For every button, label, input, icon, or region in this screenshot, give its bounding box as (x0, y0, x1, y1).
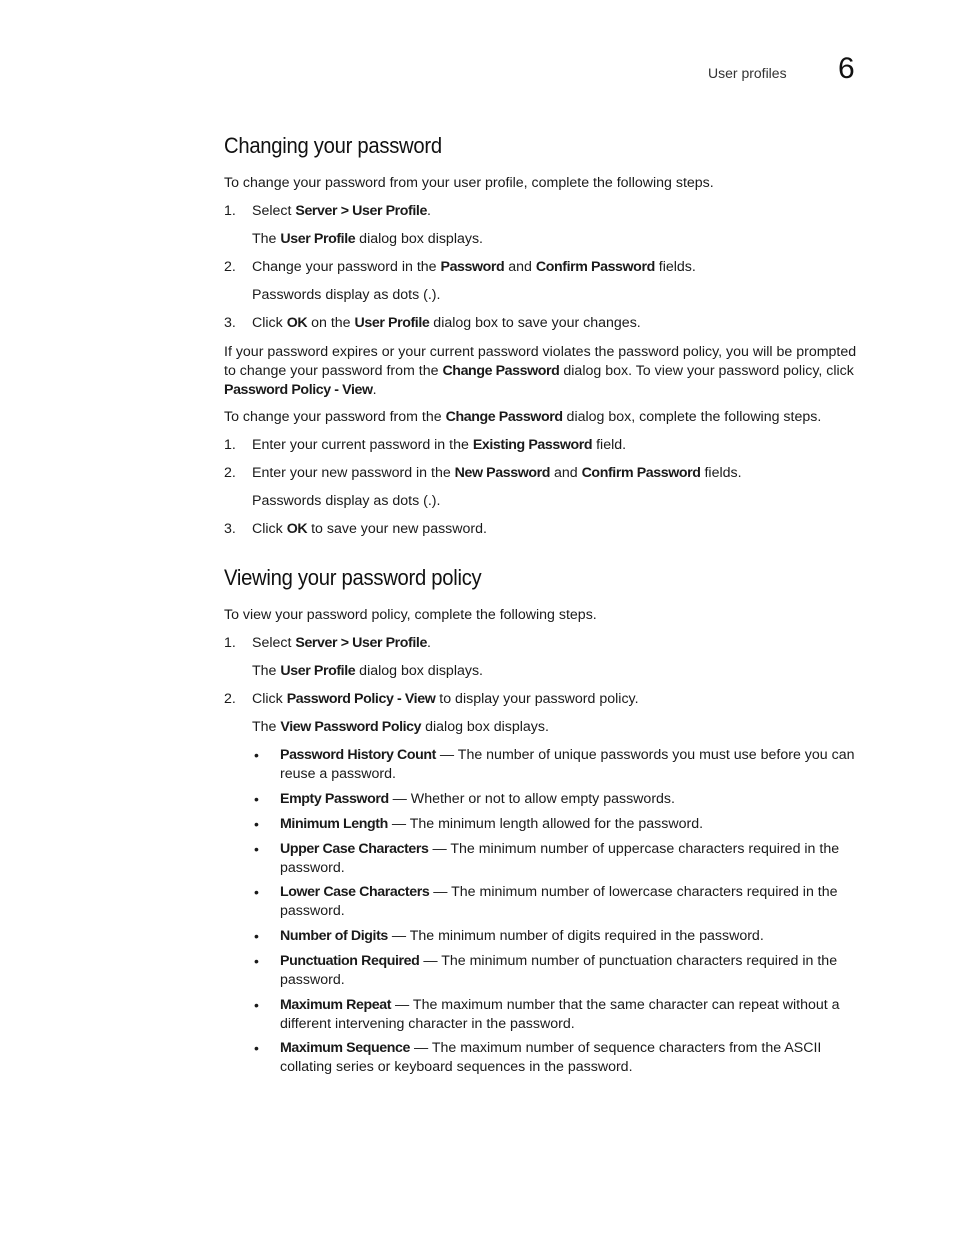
ui-term: View Password Policy (280, 719, 422, 735)
step-text: Select Server > User Profile. (252, 203, 431, 219)
ui-term: Password (440, 259, 505, 275)
step-note: The User Profile dialog box displays. (252, 231, 483, 247)
step-number: 2. (224, 465, 236, 481)
bullet-icon: • (254, 747, 259, 763)
change-dialog-intro: To change your password from the Change Password dialog box, complete the following steps. (224, 409, 822, 425)
bullet-icon: • (254, 953, 259, 969)
ui-term: OK (286, 521, 308, 537)
step-text: Select Server > User Profile. (252, 635, 431, 651)
chapter-number: 6 (838, 52, 855, 85)
password-expiry-paragraph: If your password expires or your current password violates the password policy, you will be prompted to change your password from the Change Password dialog box. To view your password policy, click Password Policy - View. (224, 344, 857, 398)
running-header-title: User profiles (708, 65, 787, 81)
step-number: 1. (224, 437, 236, 453)
list-item-term: Punctuation Required (280, 953, 420, 969)
ui-term: User Profile (280, 663, 356, 679)
ui-term: Password Policy - View (286, 691, 436, 707)
list-item: Password History Count — The number of unique passwords you must use before you can reuse a password. (280, 747, 855, 782)
step-text: Click Password Policy - View to display your password policy. (252, 691, 639, 707)
step-number: 3. (224, 521, 236, 537)
step-number: 1. (224, 635, 236, 651)
section-heading-changing-password: Changing your password (224, 133, 442, 158)
step-note: Passwords display as dots (.). (252, 287, 441, 303)
section-heading-viewing-policy: Viewing your password policy (224, 565, 482, 590)
list-item: Number of Digits — The minimum number of digits required in the password. (280, 928, 764, 944)
ui-term: New Password (454, 465, 551, 481)
intro-paragraph: To change your password from your user profile, complete the following steps. (224, 175, 714, 191)
ui-term: Password Policy - View (224, 382, 373, 398)
list-item-term: Maximum Repeat (280, 997, 392, 1013)
bullet-icon: • (254, 816, 259, 832)
list-item: Minimum Length — The minimum length allowed for the password. (280, 816, 704, 832)
list-item-term: Minimum Length (280, 816, 388, 832)
bullet-icon: • (254, 884, 259, 900)
step-number: 2. (224, 691, 236, 707)
ui-term: User Profile (354, 315, 430, 331)
step-text: Click OK on the User Profile dialog box to save your changes. (252, 315, 641, 331)
list-item-term: Empty Password (280, 791, 389, 807)
step-note: Passwords display as dots (.). (252, 493, 441, 509)
list-item: Lower Case Characters — The minimum number of lowercase characters required in the password. (280, 884, 838, 919)
step-number: 1. (224, 203, 236, 219)
running-header (0, 0, 954, 100)
ui-term: Confirm Password (581, 465, 701, 481)
step-note: The User Profile dialog box displays. (252, 663, 483, 679)
step-number: 2. (224, 259, 236, 275)
list-item: Maximum Sequence — The maximum number of sequence characters from the ASCII collating series or keyboard sequences in the password. (280, 1040, 822, 1075)
ui-term: Server > User Profile (295, 203, 427, 219)
list-item-term: Password History Count (280, 747, 436, 763)
step-text: Enter your current password in the Existing Password field. (252, 437, 627, 453)
step-text: Change your password in the Password and Confirm Password fields. (252, 259, 696, 275)
list-item: Maximum Repeat — The maximum number that the same character can repeat without a different intervening character in the password. (280, 997, 840, 1032)
ui-term: Change Password (445, 409, 563, 425)
ui-term: OK (286, 315, 308, 331)
list-item: Upper Case Characters — The minimum number of uppercase characters required in the password. (280, 841, 840, 876)
ui-term: Change Password (442, 363, 560, 379)
bullet-icon: • (254, 928, 259, 944)
ui-term: Confirm Password (535, 259, 655, 275)
list-item-term: Number of Digits (280, 928, 388, 944)
step-number: 3. (224, 315, 236, 331)
bullet-icon: • (254, 997, 259, 1013)
ui-term: Existing Password (472, 437, 593, 453)
step-text: Click OK to save your new password. (252, 521, 487, 537)
ui-term: Server > User Profile (295, 635, 427, 651)
list-item-term: Maximum Sequence (280, 1040, 411, 1056)
list-item: Empty Password — Whether or not to allow empty passwords. (280, 791, 675, 807)
list-item-term: Lower Case Characters (280, 884, 430, 900)
list-item: Punctuation Required — The minimum number of punctuation characters required in the password. (280, 953, 838, 988)
step-note: The View Password Policy dialog box displays. (252, 719, 549, 735)
intro-paragraph: To view your password policy, complete the following steps. (224, 607, 597, 623)
step-text: Enter your new password in the New Password and Confirm Password fields. (252, 465, 742, 481)
bullet-icon: • (254, 1040, 259, 1056)
ui-term: User Profile (280, 231, 356, 247)
bullet-icon: • (254, 791, 259, 807)
bullet-icon: • (254, 841, 259, 857)
list-item-term: Upper Case Characters (280, 841, 429, 857)
